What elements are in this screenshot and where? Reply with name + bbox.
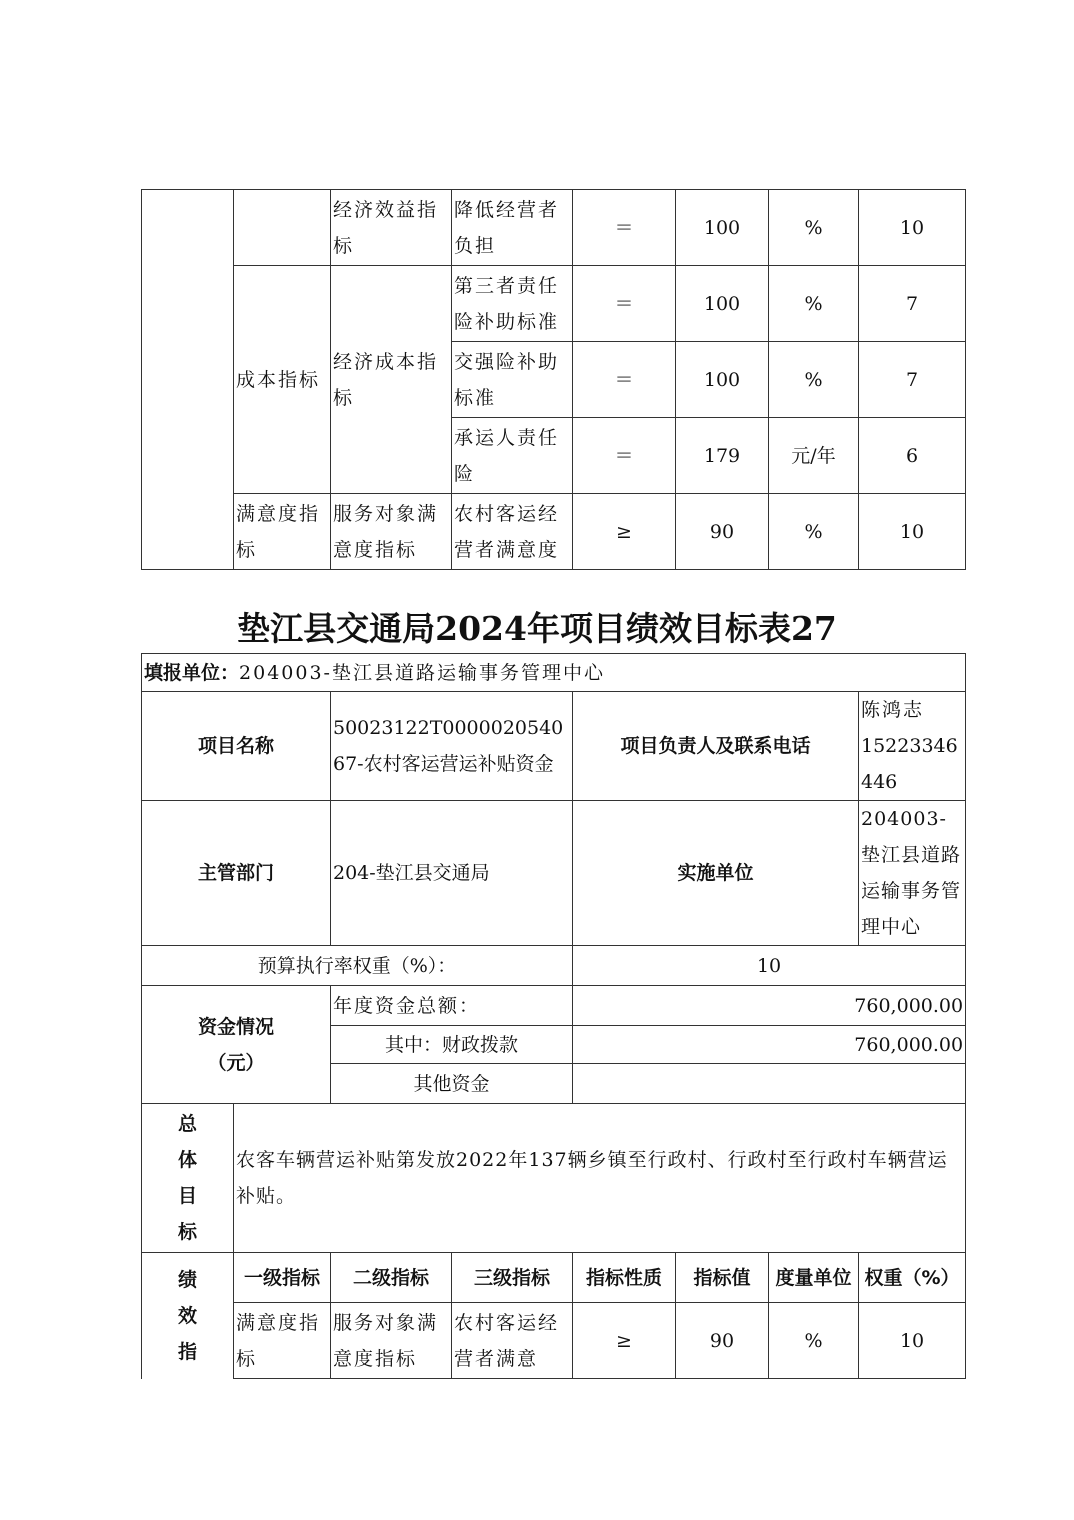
perf-label-char: 指 xyxy=(177,1340,197,1363)
fund-fiscal-label: 其中：财政拨款 xyxy=(331,1026,573,1064)
value-cell: 100 xyxy=(676,190,769,266)
unit-cell: % xyxy=(769,1303,859,1379)
unit-cell: % xyxy=(769,342,859,418)
budget-rate-value: 10 xyxy=(573,946,966,986)
cost-level1-cell: 成本指标 xyxy=(234,266,331,494)
nature-cell: ＝ xyxy=(573,266,676,342)
manager-phone: 15223346446 xyxy=(861,735,958,793)
fund-label: 资金情况 xyxy=(197,1015,274,1038)
nature-cell: ≥ xyxy=(573,1303,676,1379)
fund-total-value: 760,000.00 xyxy=(573,986,966,1026)
value-cell: 100 xyxy=(676,342,769,418)
level1-cell: 满意度指标 xyxy=(234,1303,331,1379)
value-cell: 90 xyxy=(676,494,769,570)
level3-cell: 农村客运经营者满意度 xyxy=(452,494,573,570)
form-title: 垫江县交通局2024年项目绩效目标表27 xyxy=(237,609,837,648)
impl-label: 实施单位 xyxy=(573,801,859,946)
perf-label-char: 绩 xyxy=(177,1268,197,1291)
level2-cell: 服务对象满意度指标 xyxy=(331,494,452,570)
impl-value: 204003-垫江县道路运输事务管理中心 xyxy=(859,801,966,946)
perf-label-char: 效 xyxy=(177,1304,197,1327)
fill-unit-value: 204003-垫江县道路运输事务管理中心 xyxy=(239,661,605,684)
manager-contact xyxy=(859,692,966,801)
unit-cell: % xyxy=(769,494,859,570)
header-level2: 二级指标 xyxy=(331,1253,452,1303)
blank-level1-cell xyxy=(234,190,331,266)
nature-cell: ＝ xyxy=(573,190,676,266)
dept-label: 主管部门 xyxy=(142,801,331,946)
header-level3: 三级指标 xyxy=(452,1253,573,1303)
goal-label-char: 总 xyxy=(177,1113,197,1135)
level3-cell: 农村客运经营者满意 xyxy=(452,1303,573,1379)
header-unit: 度量单位 xyxy=(769,1253,859,1303)
goal-label-char: 目 xyxy=(177,1185,197,1207)
project-name-value: 50023122T000002054067-农村客运营运补贴资金 xyxy=(331,692,573,801)
header-level1: 一级指标 xyxy=(234,1253,331,1303)
level3-cell: 承运人责任险 xyxy=(452,418,573,494)
level3-cell: 交强险补助标准 xyxy=(452,342,573,418)
manager-name: 陈鸿志 xyxy=(861,699,925,721)
unit-cell: 元/年 xyxy=(769,418,859,494)
fund-total-label: 年度资金总额： xyxy=(331,986,573,1026)
nature-cell: ＝ xyxy=(573,418,676,494)
level2-cell: 服务对象满意度指标 xyxy=(331,1303,452,1379)
weight-cell: 7 xyxy=(859,266,966,342)
fund-other-label: 其他资金 xyxy=(331,1064,573,1104)
weight-cell: 7 xyxy=(859,342,966,418)
goal-label-char: 体 xyxy=(177,1149,197,1171)
cost-level2-cell: 经济成本指标 xyxy=(331,266,452,494)
value-cell: 100 xyxy=(676,266,769,342)
manager-label: 项目负责人及联系电话 xyxy=(573,692,859,801)
level2-cell: 经济效益指标 xyxy=(331,190,452,266)
level3-cell: 降低经营者负担 xyxy=(452,190,573,266)
dept-value: 204-垫江县交通局 xyxy=(331,801,573,946)
nature-cell: ≥ xyxy=(573,494,676,570)
level1-cell: 满意度指标 xyxy=(234,494,331,570)
fund-label-cell xyxy=(142,986,331,1104)
weight-cell: 6 xyxy=(859,418,966,494)
blank-label-cell xyxy=(142,190,234,570)
fund-other-value xyxy=(573,1064,966,1104)
budget-rate-label: 预算执行率权重（%）： xyxy=(142,946,573,986)
unit-cell: % xyxy=(769,266,859,342)
fund-fiscal-value: 760,000.00 xyxy=(573,1026,966,1064)
overall-goal-label xyxy=(142,1104,234,1253)
fund-label-unit: （元） xyxy=(207,1051,265,1074)
nature-cell: ＝ xyxy=(573,342,676,418)
performance-target-form xyxy=(141,653,966,1379)
perf-indicator-label xyxy=(142,1253,234,1379)
indicator-table-continued xyxy=(141,189,966,570)
overall-goal-text: 农客车辆营运补贴第发放2022年137辆乡镇至行政村、行政村至行政村车辆营运补贴。 xyxy=(234,1104,966,1253)
fill-unit-label: 填报单位： xyxy=(144,661,240,684)
value-cell: 90 xyxy=(676,1303,769,1379)
value-cell: 179 xyxy=(676,418,769,494)
fill-unit-row xyxy=(142,654,966,692)
level3-cell: 第三者责任险补助标准 xyxy=(452,266,573,342)
goal-label-char: 标 xyxy=(177,1221,197,1243)
weight-cell: 10 xyxy=(859,494,966,570)
header-weight: 权重（%） xyxy=(859,1253,966,1303)
header-nature: 指标性质 xyxy=(573,1253,676,1303)
weight-cell: 10 xyxy=(859,1303,966,1379)
project-name-label: 项目名称 xyxy=(142,692,331,801)
unit-cell: % xyxy=(769,190,859,266)
header-value: 指标值 xyxy=(676,1253,769,1303)
weight-cell: 10 xyxy=(859,190,966,266)
